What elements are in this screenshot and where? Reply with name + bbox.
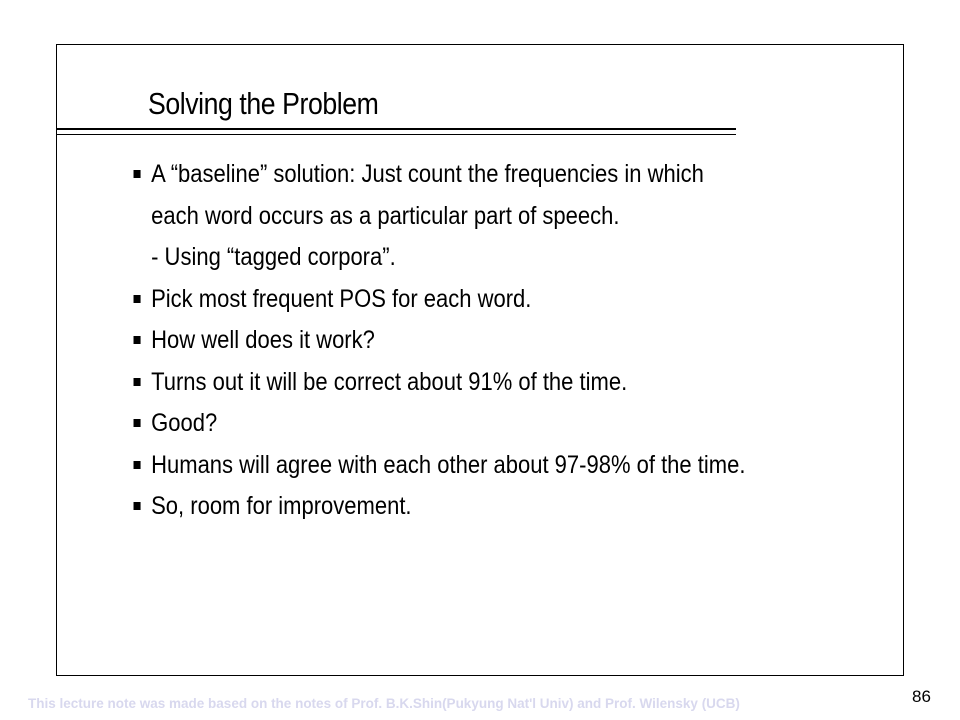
continuation-text: each word occurs as a particular part of speech. bbox=[151, 201, 620, 230]
bullet-line bbox=[130, 154, 816, 196]
square-bullet-icon bbox=[134, 461, 141, 469]
sub-point-text: - Using “tagged corpora”. bbox=[151, 243, 396, 271]
bullet-line bbox=[130, 279, 816, 321]
bullet-line bbox=[130, 320, 816, 362]
bullet-line bbox=[130, 445, 816, 487]
title-underline bbox=[57, 128, 736, 130]
bullet-line bbox=[130, 403, 816, 445]
bullet-line bbox=[130, 486, 816, 528]
square-bullet-icon bbox=[134, 170, 141, 178]
bullet-text: Pick most frequent POS for each word. bbox=[151, 284, 532, 313]
title-underline-secondary bbox=[57, 134, 736, 135]
bullet-text: So, room for improvement. bbox=[151, 492, 412, 520]
footer-attribution-note: This lecture note was made based on the notes of Prof. B.K.Shin(Pukyung Nat'l Univ) and Prof. Wilensky (UCB) bbox=[28, 696, 740, 711]
square-bullet-icon bbox=[134, 502, 141, 510]
bullet-text: How well does it work? bbox=[151, 326, 375, 354]
slide-title: Solving the Problem bbox=[148, 86, 379, 121]
square-bullet-icon bbox=[134, 295, 141, 303]
bullet-text: A “baseline” solution: Just count the frequencies in which bbox=[151, 160, 704, 188]
page-number: 86 bbox=[912, 687, 931, 706]
bullet-text: Good? bbox=[151, 409, 218, 437]
bullet-text: Turns out it will be correct about 91% of the time. bbox=[151, 367, 628, 396]
slide-content bbox=[130, 154, 910, 528]
square-bullet-icon bbox=[134, 378, 141, 386]
bullet-line bbox=[130, 362, 816, 404]
continuation-line bbox=[130, 196, 816, 238]
bullet-text: Humans will agree with each other about 97-98% of the time. bbox=[151, 450, 746, 479]
sub-point-line bbox=[130, 237, 816, 279]
square-bullet-icon bbox=[134, 419, 141, 427]
square-bullet-icon bbox=[134, 336, 141, 344]
